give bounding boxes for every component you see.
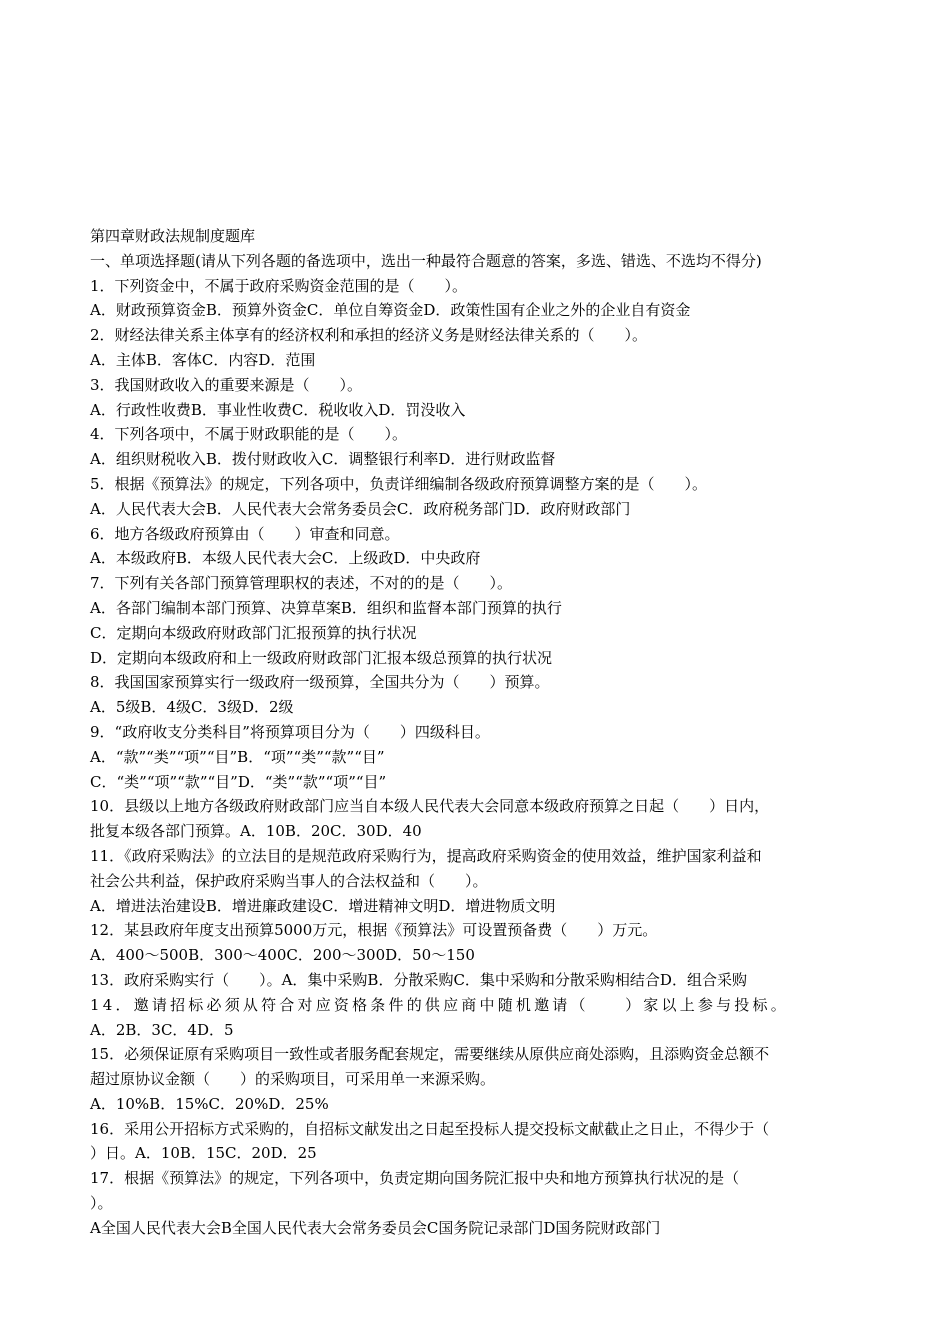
- question-12-options: A．400～500B．300～400C．200～300D．50～150: [90, 946, 475, 965]
- question-3: 3．我国财政收入的重要来源是（ ）。: [90, 375, 363, 394]
- question-15-options: A．10%B．15%C．20%D．25%: [90, 1094, 329, 1113]
- question-2: 2．财经法律关系主体享有的经济权利和承担的经济义务是财经法律关系的（ ）。: [90, 326, 648, 345]
- question-17-continued: ）。: [90, 1194, 113, 1213]
- question-14: 14．邀请招标必须从符合对应资格条件的供应商中随机邀请（ ）家以上参与投标。: [90, 995, 789, 1014]
- document-body: [90, 224, 870, 1241]
- question-9-options-cd: C．“类”“项”“款”“目”D．“类”“款”“项”“目”: [90, 772, 387, 791]
- question-6-options: A．本级政府B．本级人民代表大会C．上级政D．中央政府: [90, 549, 481, 568]
- question-7: 7．下列有关各部门预算管理职权的表述，不对的的是（ ）。: [90, 574, 513, 593]
- question-8: 8．我国国家预算实行一级政府一级预算，全国共分为（ ）预算。: [90, 673, 550, 692]
- question-16-continued: ）日。A．10B．15C．20D．25: [90, 1144, 317, 1163]
- question-7-option-d: D．定期向本级政府和上一级政府财政部门汇报本级总预算的执行状况: [90, 648, 553, 667]
- question-7-options-ab: A．各部门编制本部门预算、决算草案B．组织和监督本部门预算的执行: [90, 598, 562, 617]
- question-16: 16．采用公开招标方式采购的，自招标文献发出之日起至投标人提交投标文献截止之日止，不得少于（: [90, 1119, 770, 1138]
- question-10: 10．县级以上地方各级政府财政部门应当自本级人民代表大会同意本级政府预算之日起（ ）日内，: [90, 797, 770, 816]
- question-8-options: A．5级B．4级C．3级D．2级: [90, 698, 294, 717]
- question-11-options: A．增进法治建设B．增进廉政建设C．增进精神文明D．增进物质文明: [90, 896, 556, 915]
- question-17: 17．根据《预算法》的规定，下列各项中，负责定期向国务院汇报中央和地方预算执行状况的是（: [90, 1169, 740, 1188]
- question-11-continued: 社会公共利益，保护政府采购当事人的合法权益和（ ）。: [90, 871, 488, 890]
- question-5-options: A．人民代表大会B．人民代表大会常务委员会C．政府税务部门D．政府财政部门: [90, 499, 631, 518]
- question-7-option-c: C．定期向本级政府财政部门汇报预算的执行状况: [90, 623, 417, 642]
- question-12: 12．某县政府年度支出预算5000万元，根据《预算法》可设置预备费（ ）万元。: [90, 921, 658, 940]
- question-1-options: A．财政预算资金B．预算外资金C．单位自筹资金D．政策性国有企业之外的企业自有资金: [90, 301, 691, 320]
- question-4: 4．下列各项中，不属于财政职能的是（ ）。: [90, 425, 408, 444]
- question-1: 1．下列资金中，不属于政府采购资金范围的是（ ）。: [90, 276, 468, 295]
- question-17-options: A全国人民代表大会B全国人民代表大会常务委员会C国务院记录部门D国务院财政部门: [90, 1218, 661, 1237]
- question-6: 6．地方各级政府预算由（ ）审查和同意。: [90, 524, 400, 543]
- question-13: 13．政府采购实行（ ）。A．集中采购B．分散采购C．集中采购和分散采购相结合D．组合采购: [90, 970, 747, 989]
- question-10-continued: 批复本级各部门预算。A．10B．20C．30D．40: [90, 822, 422, 841]
- question-11: 11．《政府采购法》的立法目的是规范政府采购行为，提高政府采购资金的使用效益，维护国家利益和: [90, 846, 762, 865]
- question-5: 5．根据《预算法》的规定，下列各项中，负责详细编制各级政府预算调整方案的是（ ）。: [90, 474, 708, 493]
- question-4-options: A．组织财税收入B．拨付财政收入C．调整银行利率D．进行财政监督: [90, 450, 556, 469]
- question-3-options: A．行政性收费B．事业性收费C．税收收入D．罚没收入: [90, 400, 466, 419]
- question-15-continued: 超过原协议金额（ ）的采购项目，可采用单一来源采购。: [90, 1070, 496, 1089]
- question-9-options-ab: A．“款”“类”“项”“目”B．“项”“类”“款”“目”: [90, 747, 385, 766]
- document-title: 第四章财政法规制度题库: [90, 227, 256, 245]
- question-2-options: A．主体B．客体C．内容D．范围: [90, 350, 316, 369]
- question-14-options: A．2B．3C．4D．5: [90, 1020, 234, 1039]
- question-15: 15．必须保证原有采购项目一致性或者服务配套规定，需要继续从原供应商处添购，且添购资金总额不: [90, 1045, 770, 1064]
- question-9: 9．“政府收支分类科目”将预算项目分为（ ）四级科目。: [90, 722, 490, 741]
- section-heading: 一、单项选择题(请从下列各题的备选项中，选出一种最符合题意的答案，多选、错选、不选均不得分): [90, 251, 762, 270]
